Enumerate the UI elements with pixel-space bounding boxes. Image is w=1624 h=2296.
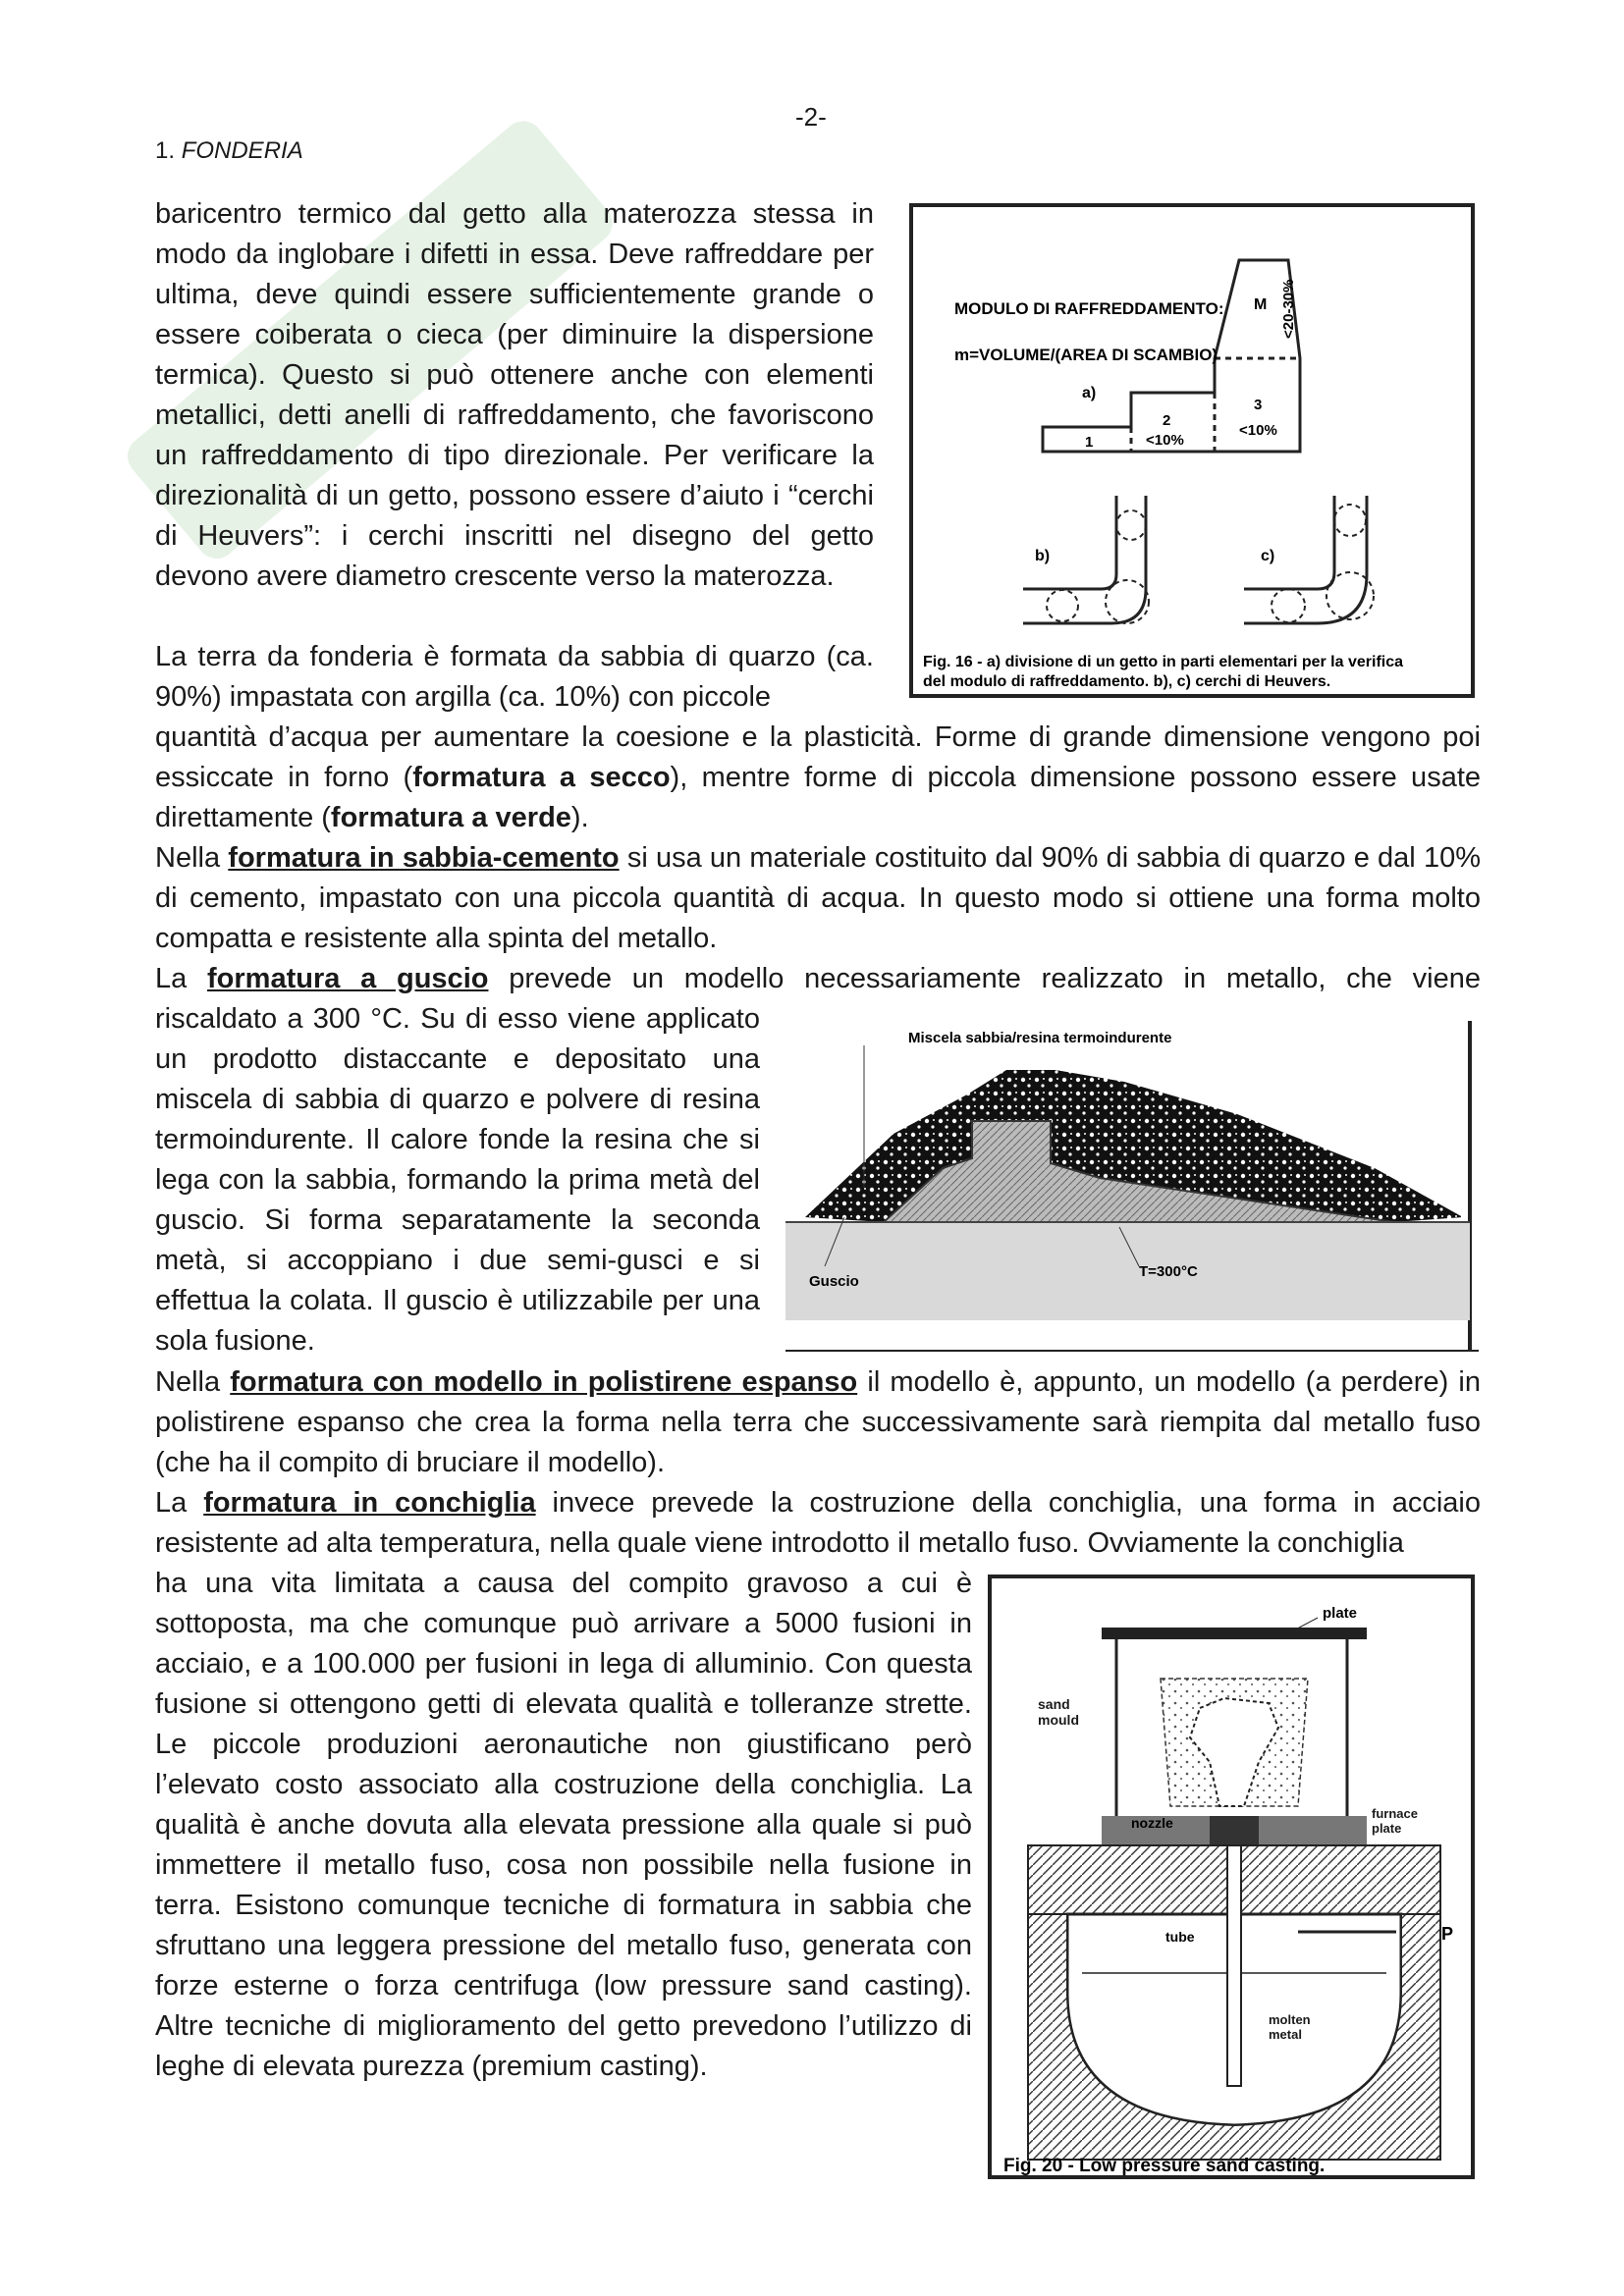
label-pressure-p: P [1441,1924,1454,1944]
label-tube: tube [1165,1929,1195,1945]
figure-16-drawing [905,201,1479,702]
paragraph-guscio-intro [155,959,1481,999]
shell-moulding-drawing [785,1021,1479,1355]
text-span: Nella [155,1366,231,1398]
paragraph-sabbia-cemento [155,838,1481,959]
figure-16-caption-line1: Fig. 16 - a) divisione di un getto in parti elementari per la verifica [923,654,1404,670]
modulo-formula: m=VOLUME/(AREA DI SCAMBIO) [954,346,1218,364]
figure-shell-moulding [785,1021,1479,1355]
paragraph-guscio: riscaldato a 300 °C. Su di esso viene applicato un prodotto distaccante e depositato una miscela di sabbia di quarzo e polvere di resina termoindurente. Il calore fonde la resina che si lega con la sabbia, formando la prima metà del guscio. Si forma separatamente la seconda metà, si accoppiano i due semi-gusci e si effettua la colata. Il guscio è utilizzabile per una sola fusione. [155,1003,760,1357]
low-pressure-casting-drawing [984,1571,1481,2199]
label-m: M [1254,296,1268,313]
label-c: c) [1261,548,1275,564]
text-span: Nella [155,842,229,874]
label-nozzle: nozzle [1131,1815,1173,1831]
figure-16 [905,201,1479,702]
chapter-title: FONDERIA [181,137,303,164]
text-span: prevede un modello necessariamente realizzato in metallo, che viene [488,963,1481,994]
term-formatura-guscio: formatura a guscio [207,963,489,994]
label-plate: plate [1323,1605,1358,1622]
text-span: ), mentre forme di piccola dimensione possono essere usate direttamente ( [155,762,1482,833]
figure-16-caption-line2: del modulo di raffreddamento. b), c) cerchi di Heuvers. [923,673,1331,690]
paragraph-terra-intro: La terra da fonderia è formata da sabbia di quarzo (ca. 90%) impastata con argilla (ca. 10%) con piccole [155,641,874,713]
figure-20-caption: Fig. 20 - Low pressure sand casting. [1003,2156,1326,2176]
label-molten-metal: molten metal [1269,2012,1311,2042]
label-molten-metal-wrap [1269,2012,1337,2052]
chapter-heading [155,137,303,165]
label-riser-pct: <20-30% [1280,279,1297,339]
term-formatura-conchiglia: formatura in conchiglia [203,1487,536,1519]
label-temperatura: T=300°C [1139,1263,1198,1280]
label-a: a) [1082,385,1097,401]
label-furnace-plate: furnace plate [1372,1806,1418,1836]
paragraph-conchiglia-intro [155,1483,1481,1564]
paragraph-materozza: baricentro termico dal getto alla materozza stessa in modo da inglobare i difetti in essa. Deve raffreddare per ultima, deve quindi essere sufficientemente grande o essere coiberata o cieca (per diminuire la dispersione termica). Questo si può ottenere anche con elementi metallici, detti anelli di raffreddamento, che favoriscono un raffreddamento di tipo direzionale. Per verificare la direzionalità di un getto, possono essere d’aiuto i “cerchi di Heuvers”: i cerchi inscritti nel disegno del getto devono avere diametro crescente verso la materozza. [155,198,874,592]
paragraph-conchiglia: ha una vita limitata a causa del compito gravoso a cui è sottoposta, ma che comunque può arrivare a 5000 fusioni in acciaio, e a 100.000 per fusioni in lega di alluminio. Con questa fusione si ottengono getti di elevata qualità e tolleranze strette. Le piccole produzioni aeronautiche non giustificano però l’elevato costo associato alla costruzione della conchiglia. La qualità è anche dovuta alla elevata pressione alla quale si può immettere il metallo fuso, cosa non possibile nella fusione in terra. Esistono comunque tecniche di formatura in sabbia che sfruttano una leggera pressione del metallo fuso, generata con forze esterne o forza centrifuga (low pressure sand casting). Altre tecniche di miglioramento del getto prevedono l’utilizzo di leghe di elevata purezza (premium casting). [155,1568,972,2082]
modulo-title: MODULO DI RAFFREDDAMENTO: [954,299,1224,318]
paragraph-polistirene [155,1362,1481,1483]
label-sand-mould: sand mould [1038,1696,1079,1728]
text-span: La [155,963,208,994]
label-part-2-pct: <10% [1146,432,1184,449]
label-b: b) [1035,548,1051,564]
page-number: -2- [795,102,827,132]
label-guscio: Guscio [809,1273,859,1290]
text-span: si usa un materiale costituito dal 90% di sabbia di quarzo e dal 10% di cemento, impastato con una piccola quantità di acqua. In questo modo si ottiene una forma molto compatta e resistente alla spinta del metallo. [155,842,1481,954]
label-furnace-plate-wrap [1372,1806,1440,1845]
label-sand-mould-wrap [1038,1696,1107,1745]
text-span: invece prevede la costruzione della conchiglia, una forma in acciaio resistente ad alta temperatura, nella quale viene introdotto il metallo fuso. Ovviamente la conchiglia [155,1487,1481,1559]
term-sabbia-cemento: formatura in sabbia-cemento [228,842,620,874]
term-formatura-secco: formatura a secco [412,762,671,793]
label-miscela-sabbia-resina: Miscela sabbia/resina termoindurente [908,1030,1172,1046]
term-polistirene-espanso: formatura con modello in polistirene espanso [230,1366,858,1398]
chapter-number: 1. [155,137,176,164]
text-span: ). [570,802,589,833]
text-span: il modello è, appunto, un modello (a perdere) in polistirene espanso che crea la forma nella terra che successivamente sarà riempita dal metallo fuso (che ha il compito di bruciare il modello). [155,1366,1481,1478]
label-part-2: 2 [1163,412,1171,429]
label-part-3: 3 [1254,397,1263,413]
label-part-1: 1 [1085,434,1094,451]
text-span: La [155,1487,204,1519]
label-part-3-pct: <10% [1239,422,1277,439]
term-formatura-verde: formatura a verde [330,802,571,833]
figure-20 [984,1571,1481,2199]
text-span: quantità d’acqua per aumentare la coesione e la plasticità. Forme di grande dimensione vengono poi essiccate in forno ( [155,721,1481,793]
paragraph-terra-fonderia [155,718,1481,838]
